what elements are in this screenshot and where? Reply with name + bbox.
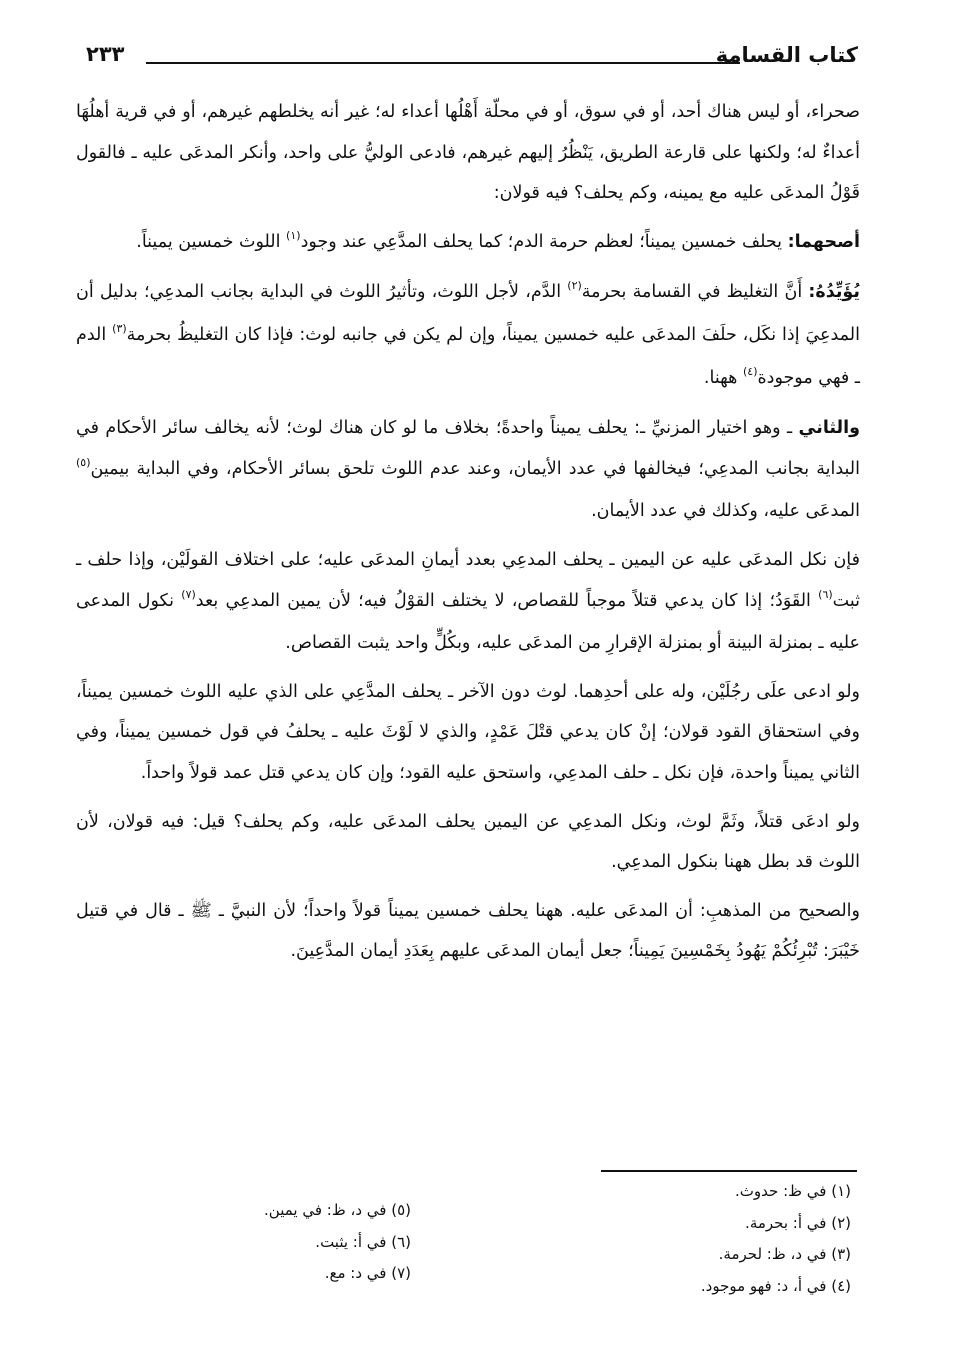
paragraph-text: نكول المدعى عليه ـ بمنزلة البينة أو بمنزلة الإقرارِ من المدعَى عليه، وبكُلٍّ واحد يثبت القصاص. bbox=[76, 590, 860, 654]
paragraph-text: ولو ادعى علَى رجُلَيْن، وله على أحدِهما. لوث دون الآخر ـ يحلف المدَّعِي على الذي عليه اللوث خمسين يميناً، وفي استحقاق القود قولان؛ إنْ كان يدعي قتْلَ عَمْدٍ، والذي لا لَوْثَ عليه ـ يحلفُ في قول خمسين يميناً، وفي الثاني يميناً واحدة، فإن نكل ـ حلف المدعِي، واستحق عليه القود؛ وإن كان يدعي قتل عمد قولاً واحداً. bbox=[76, 681, 860, 783]
paragraph-text: والصحيح من المذهبِ: أن المدعَى عليه. ههنا يحلف خمسين يميناً قولاً واحداً؛ لأن النبيَّ ـ ﷺ ـ قال في قتيل خَيْبَرَ: تُبْرِئُكُمْ يَهُودُ بِخَمْسِينَ يَمِيناً؛ جعل أيمان المدعَى عليهم بِعَدَدِ أيمان المدَّعِينَ. bbox=[76, 900, 860, 962]
paragraph-7 bbox=[76, 802, 860, 883]
footnote-ref: (٤) bbox=[742, 364, 758, 378]
footnote-ref: (٧) bbox=[181, 587, 196, 601]
paragraph-4 bbox=[76, 408, 860, 532]
footnote: (١) في ظ: حدوث. bbox=[735, 1182, 851, 1200]
paragraph-text: الدم ـ فهي موجودة bbox=[76, 324, 860, 388]
paragraph-text: الدَّم، لأجل اللوث، وتأثيرُ اللوث في البداية بجانب المدعِي؛ بدليل أن المدعِيَ إذا نكَل، حلَفَ المدعَى عليه خمسين يميناً، وإن لم يكن في جانبه لوث: فإذا كان التغليظُ بحرمة bbox=[76, 282, 860, 345]
paragraph-1 bbox=[76, 92, 860, 214]
paragraph-text: يحلف خمسين يميناً؛ لعظم حرمة الدم؛ كما يحلف المدَّعِي عند وجود bbox=[300, 231, 788, 252]
footnote: (٣) في د، ظ: لحرمة. bbox=[718, 1245, 851, 1263]
footnote-ref: (١) bbox=[286, 228, 301, 242]
paragraph-text: ـ وهو اختيار المزنيِّ ـ: يحلف يميناً واحدةً؛ بخلاف ما لو كان هناك لوث؛ لأنه يخالف سائر الأحكام في البداية بجانب المدعِي؛ فيخالفها في عدد الأيمان، وعند عدم اللوث تلحق بسائر الأحكام، وفي البداية بيمين bbox=[76, 418, 860, 479]
paragraph-5 bbox=[76, 540, 860, 664]
paragraph-8 bbox=[76, 891, 860, 972]
paragraph-text: فإن نكل المدعَى عليه عن اليمين ـ يحلف المدعِي بعدد أيمانِ المدعَى عليه؛ على اختلاف القولَيْن، وإذا حلف ـ ثبت bbox=[76, 549, 860, 611]
paragraph-text: القَوَدُ؛ إذا كان يدعي قتلاً موجباً للقصاص، لا يختلف القوْلُ فيه؛ لأن يمين المدعِي بعد bbox=[195, 590, 819, 611]
paragraph-text: أَنَّ التغليظ في القسامة بحرمة bbox=[581, 282, 809, 303]
footnotes-left-column bbox=[111, 1195, 411, 1290]
footnote: (٢) في أ: بحرمة. bbox=[745, 1213, 851, 1232]
paragraph-text: اللوث خمسين يميناً. bbox=[136, 231, 287, 252]
paragraph-lead: والثاني bbox=[798, 418, 860, 439]
paragraph-text: ههنا. bbox=[703, 367, 743, 388]
paragraph-2 bbox=[76, 222, 860, 265]
paragraph-3 bbox=[76, 272, 860, 400]
header-rule bbox=[146, 62, 740, 64]
footnote-rule bbox=[601, 1170, 857, 1172]
footnote-ref: (٣) bbox=[112, 321, 127, 335]
paragraph-text: ولو ادعَى قتلاً، وثَمَّ لوث، ونكل المدعِي عن اليمين يحلف المدعَى عليه، وكم يحلف؟ قيل: فيه قولان، لأن اللوث قد بطل ههنا بنكول المدعِي. bbox=[76, 811, 860, 873]
footnote: (٦) في أ: يثبت. bbox=[315, 1232, 411, 1251]
footnote-ref: (٥) bbox=[76, 455, 91, 469]
paragraph-text: المدعَى عليه، وكذلك في عدد الأيمان. bbox=[591, 501, 860, 522]
footnote-ref: (٢) bbox=[567, 279, 582, 293]
footnote-ref: (٦) bbox=[818, 587, 833, 601]
paragraph-lead: أصحهما: bbox=[787, 231, 860, 252]
footnote: (٥) في د، ظ: في يمين. bbox=[264, 1201, 411, 1219]
paragraph-text: صحراء، أو ليس هناك أحد، أو في سوق، أو في محلّة أَهْلُها أعداء له؛ غير أنه يخلطهم غيرهم، أو في قرية أهلُهَا أعداءٌ له؛ ولكنها على قارعة الطريق، يَنْظُرُ إليهم غيرهم، فادعى الوليُّ على واحد، وأنكر المدعَى عليه ـ فالقول قَوْلُ المدعَى عليه مع يمينه، وكم يحلف؟ فيه قولان: bbox=[76, 102, 860, 204]
footnote: (٧) في د: مع. bbox=[324, 1264, 411, 1282]
running-title: كتاب القسامة bbox=[715, 43, 858, 67]
footnote: (٤) في أ، د: فهو موجود. bbox=[700, 1276, 851, 1295]
main-text bbox=[76, 92, 860, 980]
paragraph-6 bbox=[76, 672, 860, 794]
page-header bbox=[78, 42, 858, 82]
page-number: ٢٣٣ bbox=[86, 42, 125, 66]
paragraph-lead: يُؤَيِّدُهُ: bbox=[808, 282, 860, 303]
footnotes-right-column bbox=[551, 1176, 851, 1302]
